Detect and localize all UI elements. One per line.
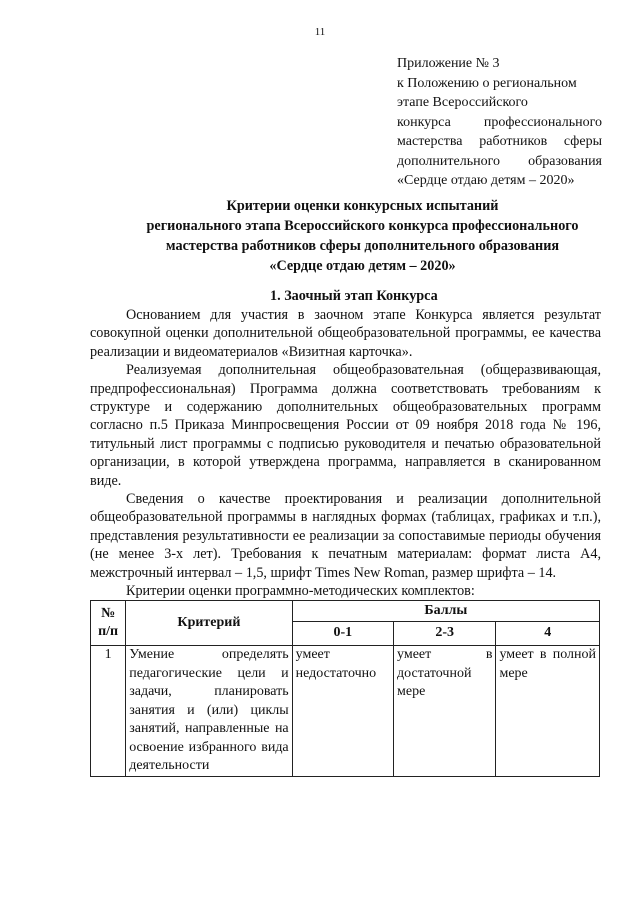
appendix-line: этапе Всероссийского	[397, 95, 528, 110]
section-body	[90, 306, 601, 601]
table-caption: Критерии оценки программно-методических комплектов:	[126, 583, 475, 600]
appendix-line: Приложение № 3	[397, 56, 500, 71]
paragraph: Сведения о качестве проектирования и реализации дополнительной общеобразовательной программы в наглядных формах (таблицах, графиках и т.п.), представления результативности ее реализации за сопоставимые периоды обучения (не менее 3-х лет). Требования к печатным материалам: формат листа А4, межстрочный интервал – 1,5, шрифт Times New Roman, размер шрифта – 14.	[90, 491, 601, 581]
document-title	[90, 196, 635, 276]
header-score-4: 4	[496, 622, 600, 646]
paragraph: Реализуемая дополнительная общеобразовательная (общеразвивающая, предпрофессиональная) Программа должна соответствовать требованиям к структуре и содержанию дополнительных общеобразовательных программ согласно п.5 Приказа Минпросвещения России от 09 ноября 2018 года № 196, титульный лист программы с подписью руководителя и печатью образовательной организации, в которой утверждена программа, направляется в сканированном виде.	[90, 362, 601, 489]
section-title: 1. Заочный этап Конкурса	[270, 288, 438, 304]
appendix-line: мастерства работников сферы	[397, 134, 602, 149]
row-score-0-1: умеет недостаточно	[292, 646, 393, 777]
header-criterion: Критерий	[126, 601, 292, 646]
header-score-0-1: 0-1	[292, 622, 393, 646]
header-score-2-3: 2-3	[394, 622, 496, 646]
title-line: Критерии оценки конкурсных испытаний	[226, 198, 499, 214]
row-score-4: умеет в полной мере	[496, 646, 600, 777]
appendix-line: конкурса профессионального	[397, 114, 602, 130]
title-line: регионального этапа Всероссийского конкурса профессионального	[146, 218, 579, 234]
header-num: № п/п	[91, 601, 126, 646]
title-line: «Сердце отдаю детям – 2020»	[269, 258, 456, 274]
appendix-line: дополнительного образования	[397, 153, 602, 169]
appendix-note	[397, 54, 602, 191]
title-line: мастерства работников сферы дополнительного образования	[165, 238, 560, 254]
appendix-line: «Сердце отдаю детям – 2020»	[397, 173, 575, 188]
paragraph: Основанием для участия в заочном этапе Конкурса является результат совокупной оценки дополнительной общеобразовательной программы, ее качества реализации и видеоматериалов «Визитная карточка».	[90, 307, 601, 360]
row-score-2-3: умеет в достаточной мере	[394, 646, 496, 777]
row-num: 1	[91, 646, 126, 777]
appendix-line: к Положению о региональном	[397, 75, 577, 91]
criteria-table	[90, 600, 600, 777]
table-row	[91, 646, 600, 777]
header-points: Баллы	[292, 601, 599, 622]
page-number: 11	[314, 26, 326, 38]
row-criterion: Умение определять педагогические цели и задачи, планировать занятия и (или) циклы занятий, направленные на освоение избранного вида деятельности	[126, 646, 292, 777]
